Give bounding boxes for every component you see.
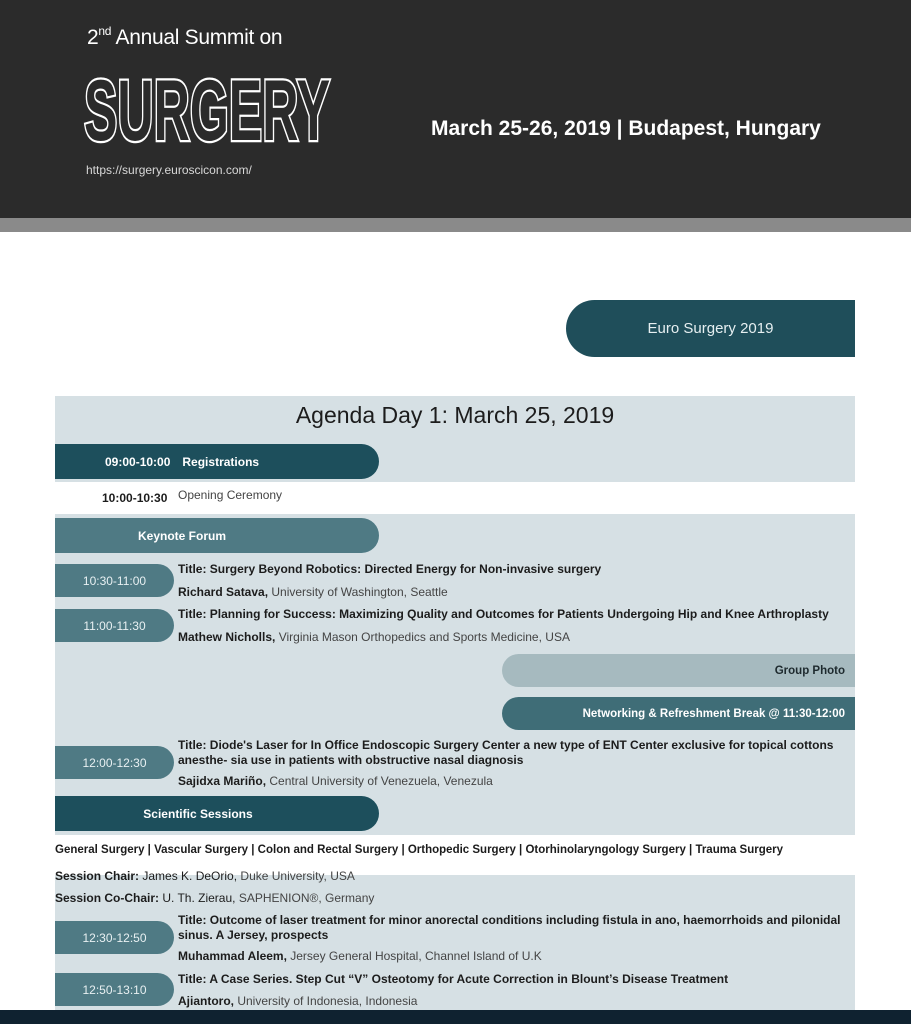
session-time: 12:30-12:50 [55, 921, 174, 954]
header-banner [0, 0, 911, 218]
session-title: Title: A Case Series. Step Cut “V” Osteotomy for Acute Correction in Blount’s Disease Treatment [178, 972, 729, 986]
session-speaker: Ajiantoro, University of Indonesia, Indonesia [178, 994, 418, 1008]
session-time: 12:50-13:10 [55, 973, 174, 1006]
header-divider [0, 218, 911, 232]
session-speaker: Muhammad Aleem, Jersey General Hospital, Channel Island of U.K [178, 949, 542, 963]
keynote-forum-header: Keynote Forum [55, 518, 379, 553]
talk-title: Title: Planning for Success: Maximizing Quality and Outcomes for Patients Undergoing Hip and Knee Arthroplasty [178, 607, 829, 621]
registration-time: 09:00-10:00 [105, 454, 171, 469]
session-tracks: General Surgery | Vascular Surgery | Colon and Rectal Surgery | Orthopedic Surgery | Otorhinolaryngology Surgery | Trauma Surgery [55, 844, 784, 856]
talk-title: Title: Diode's Laser for In Office Endoscopic Surgery Center a new type of ENT Center exclusive for topical cottons anesthe- sia use in patients with obstructive nasal diagnosis [178, 738, 834, 767]
talk-speaker: Richard Satava, University of Washington, Seattle [178, 585, 448, 599]
event-badge: Euro Surgery 2019 [566, 300, 855, 357]
registration-row [55, 444, 379, 479]
talk-speaker: Mathew Nicholls, Virginia Mason Orthopedics and Sports Medicine, USA [178, 630, 570, 644]
talk-title: Title: Surgery Beyond Robotics: Directed Energy for Non-invasive surgery [178, 562, 602, 576]
agenda-title: Agenda Day 1: March 25, 2019 [295, 402, 615, 428]
talk-time: 11:00-11:30 [55, 609, 174, 642]
session-title: Title: Outcome of laser treatment for minor anorectal conditions including fistula in ano, haemorrhoids and pilonidal sinus. A Jersey, prospects [178, 913, 841, 942]
agenda-page [0, 232, 911, 1010]
website-url[interactable]: https://surgery.euroscicon.com/ [86, 163, 252, 177]
svg-text:SURGERY: SURGERY [84, 63, 330, 159]
opening-label: Opening Ceremony [178, 488, 283, 502]
summit-subtitle: 2nd Annual Summit on [87, 24, 283, 49]
talk-speaker: Sajidxa Mariño, Central University of Venezuela, Venezula [178, 774, 493, 788]
talk-time: 12:00-12:30 [55, 746, 174, 779]
opening-time: 10:00-10:30 [102, 491, 168, 505]
talk-time: 10:30-11:00 [55, 564, 174, 597]
networking-break-bar: Networking & Refreshment Break @ 11:30-12:00 [502, 697, 855, 730]
surgery-logo [82, 62, 332, 159]
bottom-edge [0, 1010, 911, 1024]
registration-label: Registrations [182, 454, 260, 469]
session-cochair: Session Co-Chair: U. Th. Zierau, SAPHENION®, Germany [55, 891, 375, 905]
event-date-location: March 25-26, 2019 | Budapest, Hungary [431, 117, 821, 140]
group-photo-bar: Group Photo [502, 654, 855, 687]
scientific-sessions-header: Scientific Sessions [55, 796, 379, 831]
session-chair: Session Chair: James K. DeOrio, Duke University, USA [55, 869, 355, 883]
